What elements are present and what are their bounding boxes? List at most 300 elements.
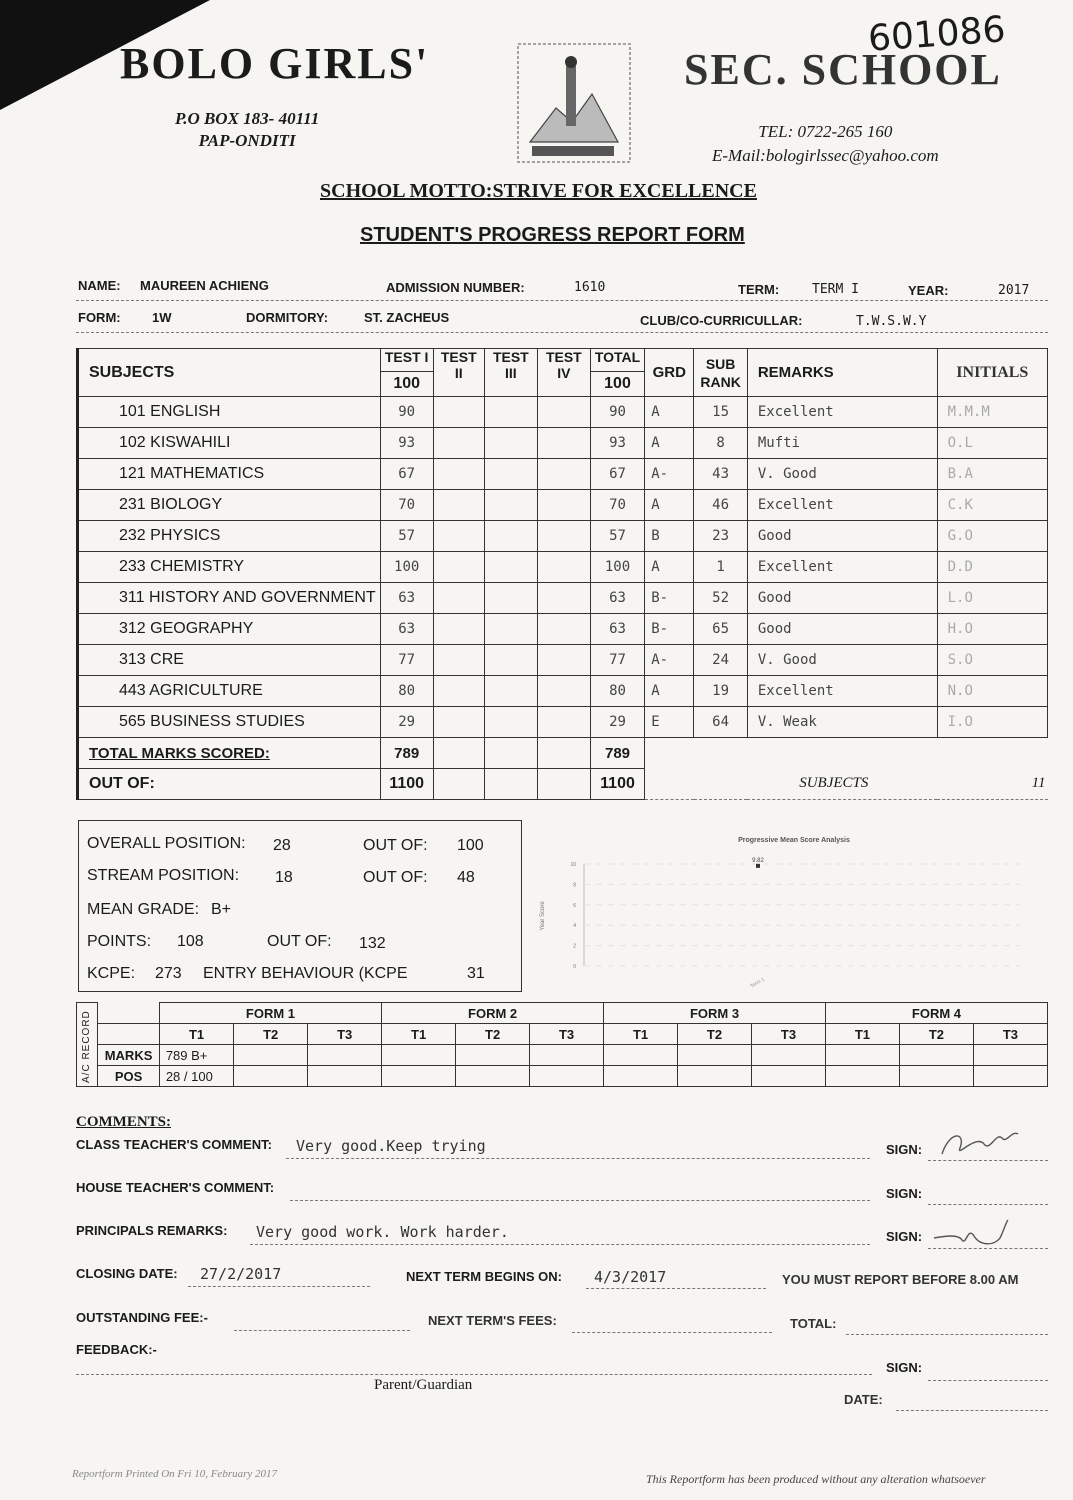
chart-x-tick-label: Term 1 (749, 976, 766, 990)
f1-t1: T1 (159, 1024, 233, 1045)
sub-rank: 64 (694, 707, 747, 738)
grade: A (645, 428, 694, 459)
empty-cell (752, 1066, 826, 1087)
school-name-left: BOLO GIRLS' (120, 39, 430, 88)
chart-point-label: 9.82 (752, 857, 764, 864)
closing-date-label: CLOSING DATE: (76, 1266, 178, 1281)
sub-rank: 24 (694, 645, 747, 676)
subject-name: 231 BIOLOGY (78, 490, 381, 521)
overall-outof: 100 (457, 837, 484, 854)
subject-row (78, 614, 1048, 645)
sub-rank: 46 (694, 490, 747, 521)
sub-rank: 23 (694, 521, 747, 552)
teacher-initials: G.O (937, 521, 1047, 552)
test2-score (433, 676, 484, 707)
info-line-2 (76, 332, 1048, 333)
remark: Mufti (747, 428, 937, 459)
empty-cell (234, 1066, 308, 1087)
principal-sign-label: SIGN: (886, 1229, 923, 1244)
empty-cell (98, 1003, 160, 1024)
admission-number: 1610 (574, 280, 606, 295)
house-sign-line (928, 1204, 1048, 1205)
subject-name: 102 KISWAHILI (78, 428, 381, 459)
test4-score (537, 459, 590, 490)
subject-name: 565 BUSINESS STUDIES (78, 707, 381, 738)
col-grade: GRD (645, 349, 694, 397)
date-label: DATE: (844, 1392, 883, 1407)
test1-score: 57 (380, 521, 433, 552)
teacher-initials: O.L (937, 428, 1047, 459)
overall-value: 28 (273, 837, 291, 854)
total-scored-test1: 789 (380, 738, 433, 769)
test4-score (537, 676, 590, 707)
f3-t1: T1 (604, 1024, 678, 1045)
empty-cell (825, 1066, 899, 1087)
teacher-initials: M.M.M (937, 397, 1047, 428)
chart-svg (520, 820, 1048, 990)
test4-score (537, 552, 590, 583)
sub-rank: 1 (694, 552, 747, 583)
test4-score (537, 397, 590, 428)
record-marks-row (77, 1045, 1048, 1066)
col-test1: TEST I (380, 349, 433, 372)
empty-cell (973, 1045, 1047, 1066)
name-label: NAME: (78, 278, 121, 293)
remark: Excellent (747, 676, 937, 707)
school-address (175, 108, 319, 152)
test3-score (484, 428, 537, 459)
dorm-label: DORMITORY: (246, 310, 329, 325)
sub-rank: 52 (694, 583, 747, 614)
subjects-label: SUBJECTS (799, 774, 869, 791)
remark: Good (747, 614, 937, 645)
test4-score (537, 521, 590, 552)
term-label: TERM: (738, 282, 780, 297)
f3-t3: T3 (752, 1024, 826, 1045)
pos-label: POS (98, 1066, 160, 1087)
subject-row (78, 583, 1048, 614)
chart-point (756, 864, 760, 868)
empty-cell (825, 1045, 899, 1066)
test3-score (484, 676, 537, 707)
mean-grade: B+ (211, 901, 232, 918)
out-of-row (78, 769, 1048, 800)
subject-row (78, 397, 1048, 428)
comments-heading: COMMENTS: (76, 1114, 171, 1130)
entry-value: 31 (467, 965, 485, 982)
f4-t3: T3 (973, 1024, 1047, 1045)
sub-rank: 43 (694, 459, 747, 490)
points-outof-label: OUT OF: (267, 933, 332, 950)
grade: B- (645, 583, 694, 614)
col-remarks: REMARKS (747, 349, 937, 397)
dorm-value: ST. ZACHEUS (364, 310, 450, 325)
total-score: 57 (590, 521, 644, 552)
footer-printed-on: Reportform Printed On Fri 10, February 2017 (72, 1468, 278, 1480)
test4-score (537, 428, 590, 459)
f1-t2: T2 (234, 1024, 308, 1045)
empty-cell (973, 1066, 1047, 1087)
test1-max: 100 (380, 372, 433, 397)
sub-rank: 8 (694, 428, 747, 459)
pos-f1-t1: 28 / 100 (159, 1066, 233, 1087)
subjects-count-cell (645, 769, 1048, 800)
stream-value: 18 (275, 869, 293, 886)
f2-t1: T1 (382, 1024, 456, 1045)
test2-score (433, 490, 484, 521)
test2-score (433, 428, 484, 459)
subjects-count: 11 (1031, 774, 1046, 791)
record-side-cell (77, 1003, 98, 1087)
form-1-label: FORM 1 (159, 1003, 381, 1024)
outstanding-fee-label: OUTSTANDING FEE:- (76, 1310, 208, 1325)
total-fees-label: TOTAL: (790, 1316, 837, 1331)
remark: V. Weak (747, 707, 937, 738)
total-score: 67 (590, 459, 644, 490)
class-teacher-line (286, 1158, 870, 1159)
empty-cell (678, 1066, 752, 1087)
sub-rank: 65 (694, 614, 747, 645)
school-logo (516, 42, 632, 164)
kcpe-value: 273 (155, 965, 182, 982)
subject-row (78, 490, 1048, 521)
stream-outof-label: OUT OF: (363, 869, 428, 886)
grade: B (645, 521, 694, 552)
class-sign-label: SIGN: (886, 1142, 923, 1157)
remark: Good (747, 521, 937, 552)
next-term-label: NEXT TERM BEGINS ON: (406, 1269, 563, 1284)
year-label: YEAR: (908, 283, 949, 298)
subject-row (78, 459, 1048, 490)
closing-date-line (188, 1286, 370, 1287)
f2-t2: T2 (456, 1024, 530, 1045)
test1-score: 90 (380, 397, 433, 428)
test2-score (433, 645, 484, 676)
next-fees-label: NEXT TERM'S FEES: (428, 1313, 557, 1328)
test4-score (537, 614, 590, 645)
next-term-line (586, 1288, 766, 1289)
test3-score (484, 614, 537, 645)
form-title: STUDENT'S PROGRESS REPORT FORM (360, 224, 745, 246)
teacher-initials: L.O (937, 583, 1047, 614)
footer-note: This Reportform has been produced without any alteration whatsoever (646, 1472, 986, 1486)
total-scored-total: 789 (590, 738, 644, 769)
sub-rank: 15 (694, 397, 747, 428)
grade: B- (645, 614, 694, 645)
form-4-label: FORM 4 (825, 1003, 1047, 1024)
student-name: MAUREEN ACHIENG (140, 278, 269, 293)
empty-cell (484, 769, 537, 800)
school-contact (712, 120, 939, 168)
mean-score-chart (520, 820, 1048, 990)
total-score: 63 (590, 583, 644, 614)
test3-score (484, 521, 537, 552)
test2-score (433, 521, 484, 552)
total-score: 100 (590, 552, 644, 583)
school-motto: SCHOOL MOTTO:STRIVE FOR EXCELLENCE (320, 180, 757, 202)
address-line-1: P.O BOX 183- 40111 (175, 109, 320, 128)
chart-points (749, 858, 765, 990)
empty-cell (456, 1066, 530, 1087)
record-forms-row (77, 1003, 1048, 1024)
form-3-label: FORM 3 (604, 1003, 826, 1024)
empty-cell (433, 738, 484, 769)
empty-cell (604, 1066, 678, 1087)
feedback-label: FEEDBACK:- (76, 1342, 157, 1357)
date-line (896, 1410, 1048, 1411)
points-value: 108 (177, 933, 204, 950)
overall-outof-label: OUT OF: (363, 837, 428, 854)
marks-table (76, 348, 1048, 800)
chart-tick-label: 2 (573, 943, 576, 950)
total-score: 29 (590, 707, 644, 738)
admission-label: ADMISSION NUMBER: (386, 280, 525, 295)
test1-score: 93 (380, 428, 433, 459)
marks-f1-t1: 789 B+ (159, 1045, 233, 1066)
record-side-label: A/C RECORD (81, 1010, 92, 1083)
chart-tick-label: 10 (570, 862, 576, 868)
subject-name: 313 CRE (78, 645, 381, 676)
form-2-label: FORM 2 (382, 1003, 604, 1024)
total-scored-row (78, 738, 1048, 769)
test1-score: 100 (380, 552, 433, 583)
empty-cell (645, 738, 1048, 769)
total-max: 100 (590, 372, 644, 397)
test4-score (537, 583, 590, 614)
empty-cell (433, 769, 484, 800)
next-term-date: 4/3/2017 (594, 1268, 667, 1286)
principal-remark: Very good work. Work harder. (256, 1223, 509, 1241)
club-label: CLUB/CO-CURRICULLAR: (640, 313, 803, 328)
empty-cell (537, 738, 590, 769)
test1-score: 80 (380, 676, 433, 707)
teacher-initials: I.O (937, 707, 1047, 738)
total-score: 63 (590, 614, 644, 645)
out-of-total: 1100 (590, 769, 644, 800)
test2-score (433, 614, 484, 645)
remark: Good (747, 583, 937, 614)
chart-tick-label: 0 (573, 964, 576, 970)
feedback-sign-line (928, 1380, 1048, 1381)
report-note: YOU MUST REPORT BEFORE 8.00 AM (782, 1272, 1019, 1287)
sub-rank: 19 (694, 676, 747, 707)
class-teacher-comment: Very good.Keep trying (296, 1137, 486, 1155)
empty-cell (530, 1066, 604, 1087)
test3-score (484, 583, 537, 614)
total-scored-label: TOTAL MARKS SCORED: (78, 738, 381, 769)
empty-cell (899, 1066, 973, 1087)
subject-name: 232 PHYSICS (78, 521, 381, 552)
term-value: TERM I (812, 282, 859, 297)
empty-cell (604, 1045, 678, 1066)
test2-score (433, 707, 484, 738)
club-value: T.W.S.W.Y (856, 314, 927, 329)
empty-cell (899, 1045, 973, 1066)
info-line-1 (76, 300, 1048, 301)
grade: A (645, 490, 694, 521)
school-name-right: SEC. SCHOOL (684, 45, 1002, 94)
test4-score (537, 707, 590, 738)
teacher-initials: B.A (937, 459, 1047, 490)
principal-line (250, 1244, 870, 1245)
chart-tick-label: 6 (573, 902, 576, 909)
subject-name: 101 ENGLISH (78, 397, 381, 428)
overall-label: OVERALL POSITION: (87, 835, 246, 852)
subject-row (78, 676, 1048, 707)
total-score: 80 (590, 676, 644, 707)
outstanding-fee-line (234, 1330, 410, 1331)
col-total: TOTAL (590, 349, 644, 372)
closing-date: 27/2/2017 (200, 1265, 282, 1283)
remark: Excellent (747, 397, 937, 428)
empty-cell (234, 1045, 308, 1066)
empty-cell (484, 738, 537, 769)
grade: E (645, 707, 694, 738)
f4-t1: T1 (825, 1024, 899, 1045)
principal-signature (928, 1216, 1018, 1256)
col-initials: INITIALS (937, 349, 1047, 397)
empty-cell (308, 1045, 382, 1066)
test3-score (484, 490, 537, 521)
empty-cell (537, 769, 590, 800)
teacher-initials: H.O (937, 614, 1047, 645)
points-label: POINTS: (87, 933, 152, 950)
test2-score (433, 397, 484, 428)
year-value: 2017 (998, 283, 1030, 298)
total-score: 90 (590, 397, 644, 428)
record-terms-row (77, 1024, 1048, 1045)
house-teacher-line (290, 1200, 870, 1201)
grade: A (645, 552, 694, 583)
test2-score (433, 583, 484, 614)
empty-cell (752, 1045, 826, 1066)
empty-cell (308, 1066, 382, 1087)
academic-record-table (76, 1002, 1048, 1087)
class-teacher-label: CLASS TEACHER'S COMMENT: (76, 1137, 272, 1152)
test1-score: 63 (380, 614, 433, 645)
subject-row (78, 428, 1048, 459)
handwritten-code: 601086 (866, 9, 1007, 60)
points-outof: 132 (359, 935, 386, 952)
entry-label: ENTRY BEHAVIOUR (KCPE (203, 965, 408, 982)
test3-score (484, 397, 537, 428)
house-teacher-label: HOUSE TEACHER'S COMMENT: (76, 1180, 275, 1195)
grade: A- (645, 645, 694, 676)
col-subjects: SUBJECTS (78, 349, 381, 397)
test3-score (484, 707, 537, 738)
next-fees-line (572, 1332, 772, 1333)
subject-name: 121 MATHEMATICS (78, 459, 381, 490)
grade: A (645, 397, 694, 428)
form-value: 1W (152, 310, 172, 325)
grade: A- (645, 459, 694, 490)
parent-guardian-label: Parent/Guardian (374, 1377, 473, 1393)
test2-score (433, 459, 484, 490)
total-score: 70 (590, 490, 644, 521)
subject-row (78, 552, 1048, 583)
subject-row (78, 521, 1048, 552)
f2-t3: T3 (530, 1024, 604, 1045)
kcpe-label: KCPE: (87, 965, 136, 982)
subject-name: 311 HISTORY AND GOVERNMENT (78, 583, 381, 614)
mean-grade-label: MEAN GRADE: (87, 901, 200, 918)
house-sign-label: SIGN: (886, 1186, 923, 1201)
test4-score (537, 645, 590, 676)
chart-ticks (570, 862, 1020, 970)
total-fees-line (846, 1334, 1048, 1335)
test1-score: 77 (380, 645, 433, 676)
f3-t2: T2 (678, 1024, 752, 1045)
chart-title: Progressive Mean Score Analysis (738, 837, 850, 844)
stream-label: STREAM POSITION: (87, 867, 240, 884)
out-of-label: OUT OF: (78, 769, 381, 800)
teacher-initials: D.D (937, 552, 1047, 583)
empty-cell (98, 1024, 160, 1045)
total-score: 77 (590, 645, 644, 676)
col-sub-rank: SUB RANK (694, 349, 747, 397)
teacher-initials: C.K (937, 490, 1047, 521)
grade: A (645, 676, 694, 707)
class-teacher-signature (936, 1124, 1026, 1164)
remark: Excellent (747, 490, 937, 521)
remark: V. Good (747, 645, 937, 676)
subject-row (78, 707, 1048, 738)
chart-tick-label: 8 (573, 882, 576, 889)
feedback-sign-label: SIGN: (886, 1360, 923, 1375)
test1-score: 29 (380, 707, 433, 738)
principal-label: PRINCIPALS REMARKS: (76, 1223, 228, 1238)
subject-name: 233 CHEMISTRY (78, 552, 381, 583)
col-test4: TEST IV (537, 349, 590, 397)
test1-score: 70 (380, 490, 433, 521)
out-of-test1: 1100 (380, 769, 433, 800)
feedback-line (76, 1374, 872, 1375)
teacher-initials: S.O (937, 645, 1047, 676)
remark: V. Good (747, 459, 937, 490)
form-label: FORM: (78, 310, 121, 325)
marks-label: MARKS (98, 1045, 160, 1066)
test3-score (484, 645, 537, 676)
test3-score (484, 552, 537, 583)
stream-outof: 48 (457, 869, 475, 886)
test1-score: 67 (380, 459, 433, 490)
remark: Excellent (747, 552, 937, 583)
teacher-initials: N.O (937, 676, 1047, 707)
school-tel: TEL: 0722-265 160 (758, 122, 893, 141)
test3-score (484, 459, 537, 490)
address-line-2: PAP-ONDITI (198, 131, 296, 150)
empty-cell (530, 1045, 604, 1066)
test2-score (433, 552, 484, 583)
chart-tick-label: 4 (573, 923, 576, 930)
empty-cell (678, 1045, 752, 1066)
summary-box (78, 820, 522, 992)
subject-name: 443 AGRICULTURE (78, 676, 381, 707)
table-header-row (78, 349, 1048, 372)
empty-cell (382, 1066, 456, 1087)
record-pos-row (77, 1066, 1048, 1087)
empty-cell (382, 1045, 456, 1066)
test4-score (537, 490, 590, 521)
col-test2: TEST II (433, 349, 484, 397)
col-test3: TEST III (484, 349, 537, 397)
school-email: E-Mail:bologirlssec@yahoo.com (712, 146, 939, 165)
chart-ylabel: Year Score (540, 901, 546, 931)
empty-cell (456, 1045, 530, 1066)
f1-t3: T3 (308, 1024, 382, 1045)
test1-score: 63 (380, 583, 433, 614)
subject-name: 312 GEOGRAPHY (78, 614, 381, 645)
